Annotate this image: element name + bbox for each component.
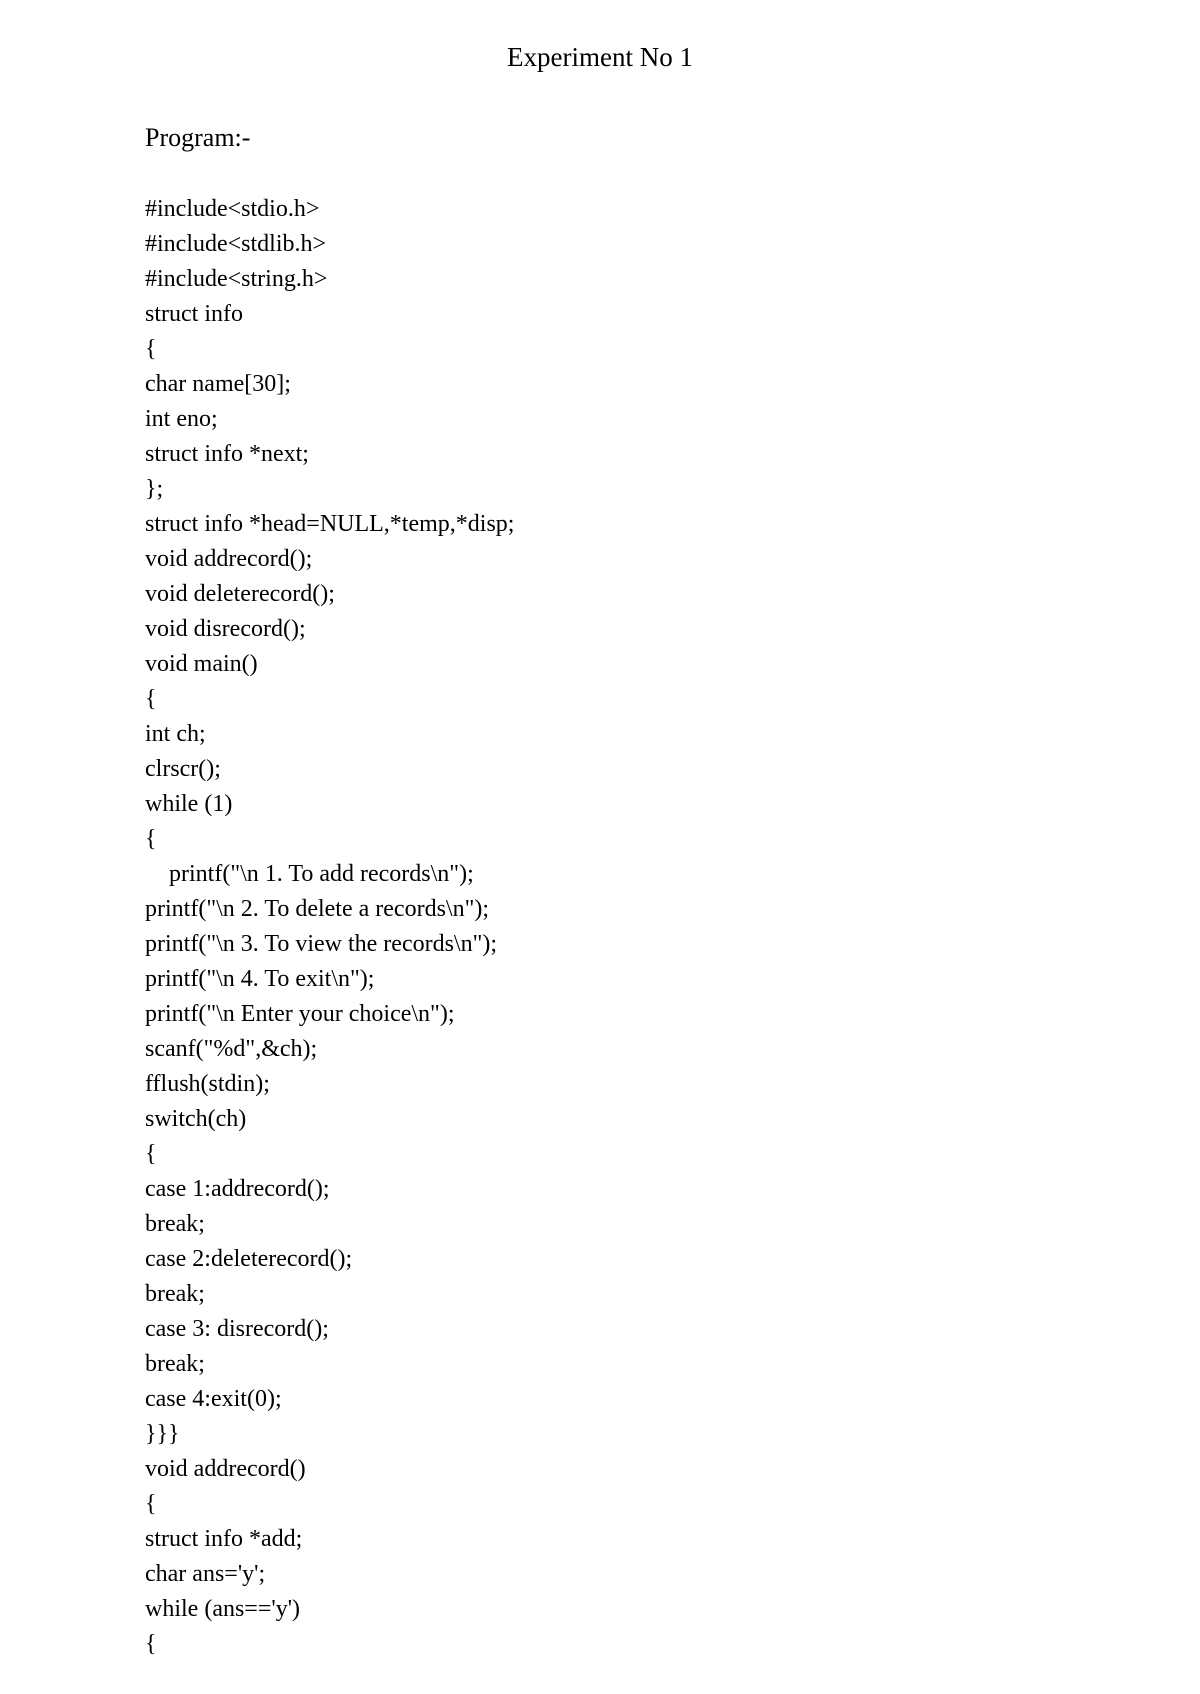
code-line: #include<stdio.h> <box>145 196 320 222</box>
section-heading: Program:- <box>145 123 251 152</box>
code-line: printf("\n 2. To delete a records\n"); <box>145 896 490 922</box>
code-line: struct info *add; <box>145 1526 303 1552</box>
code-line: while (ans=='y') <box>145 1596 301 1622</box>
code-line: { <box>145 1491 157 1517</box>
code-line: void main() <box>145 651 258 677</box>
code-line: fflush(stdin); <box>145 1071 270 1097</box>
code-line: while (1) <box>145 791 233 817</box>
code-line: struct info <box>145 301 243 327</box>
code-line: void deleterecord(); <box>145 581 335 607</box>
code-line: break; <box>145 1281 205 1307</box>
code-line: scanf("%d",&ch); <box>145 1036 318 1062</box>
code-line: struct info *next; <box>145 441 309 467</box>
code-line: void addrecord(); <box>145 546 313 572</box>
code-line: switch(ch) <box>145 1106 247 1132</box>
code-line: }; <box>145 476 164 502</box>
code-line: #include<string.h> <box>145 266 328 292</box>
code-line: { <box>145 1631 157 1657</box>
code-line: case 1:addrecord(); <box>145 1176 330 1202</box>
code-line: char name[30]; <box>145 371 291 397</box>
code-line: void addrecord() <box>145 1456 306 1482</box>
code-line: int eno; <box>145 406 218 432</box>
code-line: case 2:deleterecord(); <box>145 1246 353 1272</box>
code-line: break; <box>145 1351 205 1377</box>
code-line: { <box>145 1141 157 1167</box>
code-line: }}} <box>145 1421 180 1447</box>
page-title: Experiment No 1 <box>507 42 693 72</box>
code-line: { <box>145 826 157 852</box>
code-block <box>145 192 514 1662</box>
code-line: struct info *head=NULL,*temp,*disp; <box>145 511 515 537</box>
code-line: printf("\n 4. To exit\n"); <box>145 966 375 992</box>
code-line: #include<stdlib.h> <box>145 231 327 257</box>
code-line: case 4:exit(0); <box>145 1386 282 1412</box>
code-line: clrscr(); <box>145 756 221 782</box>
code-line: case 3: disrecord(); <box>145 1316 329 1342</box>
code-line: { <box>145 686 157 712</box>
code-line: int ch; <box>145 721 206 747</box>
code-line: char ans='y'; <box>145 1561 266 1587</box>
code-line: { <box>145 336 157 362</box>
code-line: printf("\n Enter your choice\n"); <box>145 1001 455 1027</box>
code-line: printf("\n 1. To add records\n"); <box>145 861 474 887</box>
code-line: break; <box>145 1211 205 1237</box>
code-line: void disrecord(); <box>145 616 306 642</box>
code-line: printf("\n 3. To view the records\n"); <box>145 931 498 957</box>
